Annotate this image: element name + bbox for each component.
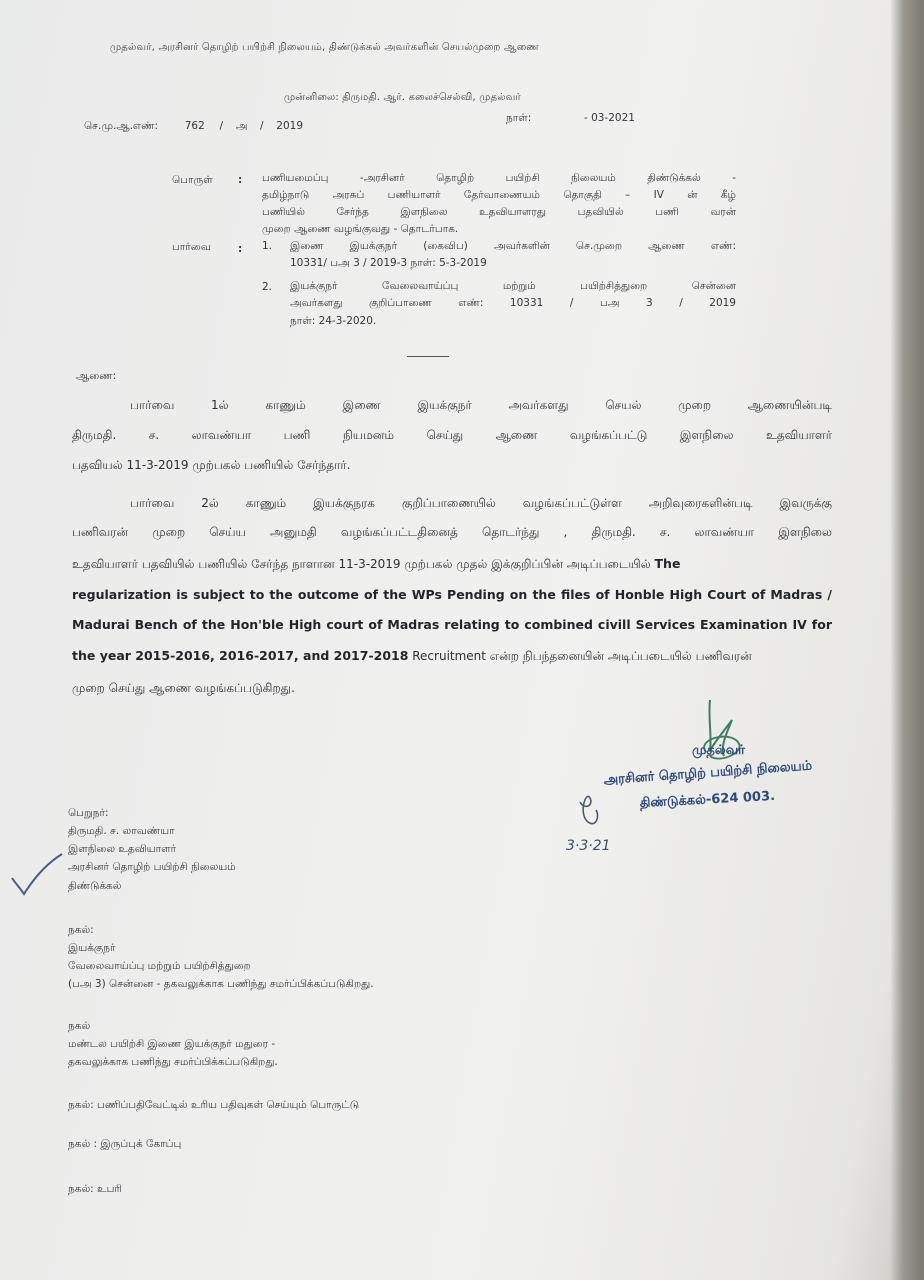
copy-label: நகல் [68,1020,91,1032]
copy-line: (பஅ 3) சென்னை - தகவலுக்காக பணிந்து சமர்ப்பிக்கப்படுகிறது. [68,978,374,990]
seal-institute: அரசினர் தொழிற் பயிற்சி நிலையம் [603,758,813,788]
copy-label: நகல்: [68,924,94,936]
order-para2-line: regularization is subject to the outcome of the WPs Pending on the files of Honble High Court of Madras / [72,587,832,602]
ref-label: செ.மு.ஆ.எண்: [84,120,159,132]
order-para1-line: திருமதி. ச. லாவண்யா பணி நியமனம் செய்து ஆணை வழங்கப்பட்டு இளநிலை உதவியாளர் [72,428,832,442]
order-para1-line: பதவியல் 11-3-2019 முற்பகல் பணியில் சேர்ந்தார். [72,458,351,472]
reference-line: இணை இயக்குநர் (கைவிப) அவர்களின் செ.முறை ஆணை எண்: [290,240,736,252]
seal-address: திண்டுக்கல்-624 003. [639,788,776,811]
header-line-2: முன்னிலை: திருமதி. ஆர். கலைச்செல்வி, முதல்வர் [284,92,521,103]
subject-line: முறை ஆணை வழங்குவது - தொடர்பாக. [262,223,459,235]
subject-line: பணியமைப்பு -அரசினர் தொழிற் பயிற்சி நிலையம் திண்டுக்கல் - [262,172,736,184]
reference-colon: : [238,243,243,255]
copy-line: வேலைவாய்ப்பு மற்றும் பயிற்சித்துறை [68,960,251,972]
order-para2-line: முறை செய்து ஆணை வழங்கப்படுகிறது. [72,681,295,695]
order-para2-line: பணிவரன் முறை செய்ய அனுமதி வழங்கப்பட்டதினைத் தொடர்ந்து , திருமதி. ச. லாவண்யா இளநிலை [72,525,832,539]
order-para2-line [72,648,832,665]
order-para2-line: பார்வை 2ல் காணும் இயக்குநரக குறிப்பாணையில் வழங்கப்பட்டுள்ள அறிவுரைகளின்படி இவருக்கு [130,496,832,510]
recipient-label: பெறுநர்: [68,807,109,819]
ref-sep-1: / [219,120,223,132]
reference-line: இயக்குநர் வேலைவாய்ப்பு மற்றும் பயிற்சித்துறை சென்னை [290,280,736,292]
subject-line: பணியில் சேர்ந்த இளநிலை உதவியாளரது பதவியில் பணி வரன் [262,206,736,218]
order-para2-line: Madurai Bench of the Hon'ble High court of Madras relating to combined civill Services Examination IV for [72,617,832,632]
copy-line: நகல்: உபரி [68,1183,122,1195]
page-edge-shadow [890,0,924,1280]
subject-line: தமிழ்நாடு அரசுப் பணியாளர் தேர்வாணையம் தொகுதி – IV ன் கீழ் [262,189,736,201]
seal-title: முதல்வர் [692,743,745,758]
recipient-line: அரசினர் தொழிற் பயிற்சி நிலையம் [68,861,236,873]
reference-num: 2. [262,281,273,293]
signature-date: 3·3·21 [566,838,611,854]
reference-label: பார்வை [172,241,211,253]
date-value: - 03-2021 [583,112,635,124]
copy-line: இயக்குநர் [68,942,116,954]
date-label: நாள்: [506,112,532,124]
subject-label: பொருள் [172,174,213,186]
section-divider [407,356,449,357]
ref-number: 762 [184,120,205,132]
reference-num: 1. [262,240,273,252]
subject-colon: : [238,174,243,186]
check-mark-icon [8,850,68,900]
date-field [506,112,635,125]
ref-sep-2: / [260,120,264,132]
copy-line: நகல் : இருப்புக் கோப்பு [68,1138,182,1150]
signature-stamp [560,690,890,870]
order-para2-line [72,556,832,573]
recipient-line: திருமதி. ச. லாவண்யா [68,825,175,837]
reference-line: அவர்களது குறிப்பாணை எண்: 10331 / பஅ 3 / 2019 [290,297,736,309]
order-label: ஆணை: [76,370,117,382]
reference-line: 10331/ பஅ 3 / 2019-3 நாள்: 5-3-2019 [290,257,487,269]
reference-number [84,120,303,133]
reference-line: நாள்: 24-3-2020. [290,315,377,327]
order-para1-line: பார்வை 1ல் காணும் இணை இயக்குநர் அவர்களது செயல் முறை ஆணையின்படி [130,398,832,412]
order-para2-english: The [654,556,681,571]
order-para2-tamil: Recruitment என்ற நிபந்தனையின் அடிப்படையில் பணிவரன் [412,649,752,663]
recipient-line: இளநிலை உதவியாளர் [68,843,177,855]
ref-year: 2019 [276,120,304,132]
copy-line: நகல்: பணிப்பதிவேட்டில் உரிய பதிவுகள் செய்யும் பொருட்டு [68,1099,360,1111]
order-para2-english: the year 2015-2016, 2016-2017, and 2017-2018 [72,648,409,663]
copy-line: தகவலுக்காக பணிந்து சமர்ப்பிக்கப்படுகிறது. [68,1056,278,1068]
recipient-line: திண்டுக்கல் [68,880,122,892]
ref-letter: அ [235,120,248,132]
header-line-1: முதல்வர், அரசினர் தொழிற் பயிற்சி நிலையம், திண்டுக்கல் அவர்களின் செயல்முறை ஆணை [110,42,540,53]
order-para2-tamil: உதவியாளர் பதவியில் பணியில் சேர்ந்த நாளான 11-3-2019 முற்பகல் முதல் இக்குறிப்பின் அடிப்படையில் [72,557,651,571]
copy-line: மண்டல பயிற்சி இணை இயக்குநர் மதுரை - [68,1038,276,1050]
